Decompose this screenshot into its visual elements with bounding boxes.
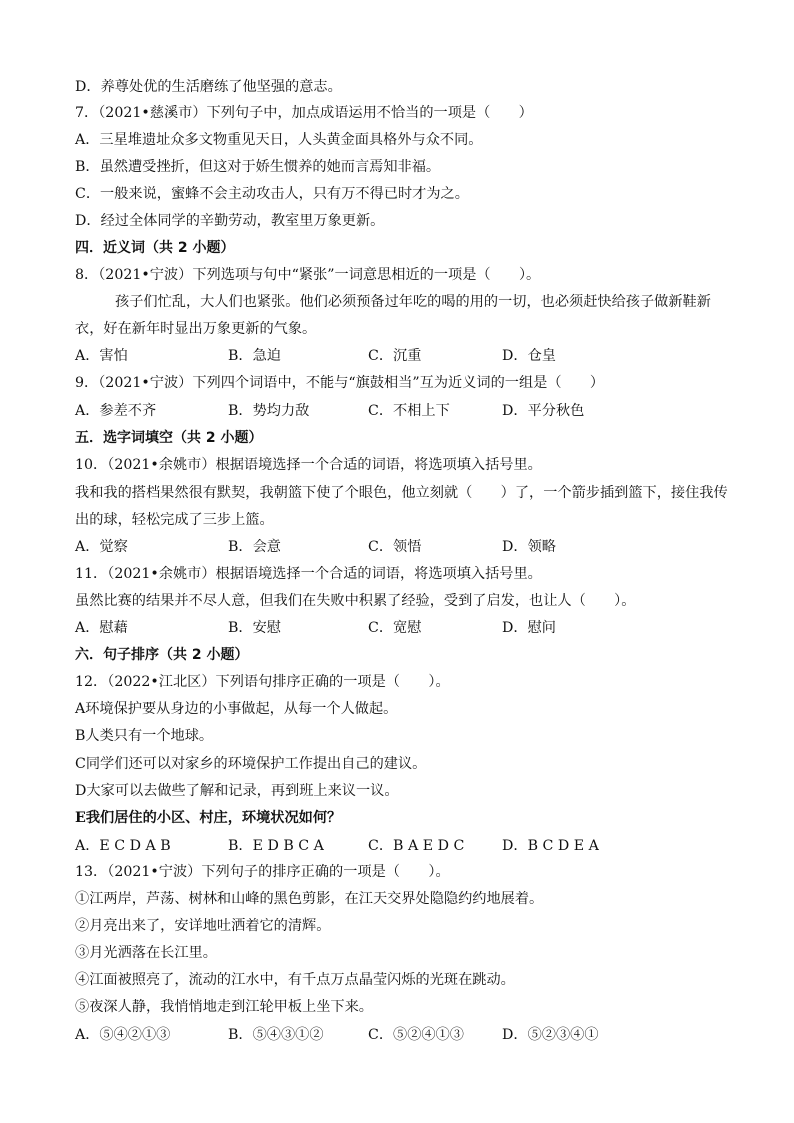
q12-sentence-b: B人类只有一个地球。	[75, 728, 214, 744]
q10-option-d: D．领略	[502, 539, 556, 555]
q12-sentence-e: E我们居住的小区、村庄，环境状况如何？	[75, 810, 342, 826]
q11-option-d: D．慰问	[502, 620, 556, 636]
q12-sentence-a: A环境保护要从身边的小事做起，从每一个人做起。	[75, 701, 398, 717]
q12-sentence-c: C同学们还可以对家乡的环境保护工作提出自己的建议。	[75, 756, 427, 772]
q13-sentence-3: ③月光洒落在长江里。	[75, 945, 217, 961]
q13-option-c: C．⑤②④①③	[368, 1027, 464, 1043]
q13-sentence-2: ②月亮出来了，安详地吐洒着它的清辉。	[75, 918, 331, 934]
question-8: 8．（2021•宁波）下列选项与句中“紧张”一词意思相近的一项是（ ）。	[75, 267, 541, 283]
q8-passage-line-1: 孩子们忙乱，大人们也紧张。他们必须预备过年吃的喝的用的一切，也必须赶快给孩子做新鞋新	[115, 294, 711, 310]
question-11: 11．（2021•余姚市）根据语境选择一个合适的词语，将选项填入括号里。	[75, 566, 542, 582]
q10-option-a: A．觉察	[75, 539, 128, 555]
q7-option-c: C．一般来说，蜜蜂不会主动攻击人，只有万不得已时才为之。	[75, 186, 469, 202]
q8-passage-line-2: 衣，好在新年时显出万象更新的气象。	[75, 321, 317, 337]
question-10: 10．（2021•余姚市）根据语境选择一个合适的词语，将选项填入括号里。	[75, 457, 542, 473]
q10-passage-line-2: 出的球，轻松完成了三步上篮。	[75, 512, 274, 528]
q7-option-d: D．经过全体同学的辛勤劳动，教室里万象更新。	[75, 213, 385, 229]
q8-option-b: B．急迫	[228, 348, 281, 364]
q9-option-c: C．不相上下	[368, 403, 450, 419]
q12-option-a: A．E C D A B	[75, 838, 171, 854]
q8-option-d: D．仓皇	[502, 348, 556, 364]
q13-option-a: A．⑤④②①③	[75, 1027, 171, 1043]
q10-option-b: B．会意	[228, 539, 281, 555]
q9-option-b: B．势均力敌	[228, 403, 310, 419]
q6-option-d: D．养尊处优的生活磨练了他坚强的意志。	[75, 79, 342, 95]
q12-option-d: D．B C D E A	[502, 838, 599, 854]
q11-option-c: C．宽慰	[368, 620, 422, 636]
section-heading-4: 四．近义词（共 2 小题）	[75, 240, 235, 256]
q8-option-c: C．沉重	[368, 348, 422, 364]
q8-option-a: A．害怕	[75, 348, 128, 364]
q11-option-a: A．慰藉	[75, 620, 128, 636]
section-heading-6: 六．句子排序（共 2 小题）	[75, 647, 249, 663]
q11-option-b: B．安慰	[228, 620, 281, 636]
q13-option-b: B．⑤④③①②	[228, 1027, 324, 1043]
q12-option-b: B．E D B C A	[228, 838, 324, 854]
q9-option-a: A．参差不齐	[75, 403, 157, 419]
question-7: 7．（2021•慈溪市）下列句子中，加点成语运用不恰当的一项是（ ）	[75, 105, 533, 121]
question-13: 13．（2021•宁波）下列句子的排序正确的一项是（ ）。	[75, 864, 450, 880]
question-12: 12．（2022•江北区）下列语句排序正确的一项是（ ）。	[75, 674, 450, 690]
q7-option-a: A．三星堆遗址众多文物重见天日，人头黄金面具格外与众不同。	[75, 132, 483, 148]
q13-sentence-5: ⑤夜深人静，我悄悄地走到江轮甲板上坐下来。	[75, 999, 373, 1015]
section-heading-5: 五．选字词填空（共 2 小题）	[75, 430, 263, 446]
q13-option-d: D．⑤②③④①	[502, 1027, 599, 1043]
q13-sentence-4: ④江面被照亮了，流动的江水中，有千点万点晶莹闪烁的光斑在跳动。	[75, 972, 515, 988]
q12-option-c: C．B A E D C	[368, 838, 465, 854]
q12-sentence-d: D大家可以去做些了解和记录，再到班上来议一议。	[75, 783, 399, 799]
q10-passage-line-1: 我和我的搭档果然很有默契，我朝篮下使了个眼色，他立刻就（ ）了，一个箭步插到篮下，接住我传	[75, 485, 728, 501]
question-9: 9．（2021•宁波）下列四个词语中，不能与“旗鼓相当”互为近义词的一组是（ ）	[75, 375, 605, 391]
q13-sentence-1: ①江两岸，芦荡、树林和山峰的黑色剪影，在江天交界处隐隐约约地展着。	[75, 891, 544, 907]
q7-option-b: B．虽然遭受挫折，但这对于娇生惯养的她而言焉知非福。	[75, 159, 441, 175]
q9-option-d: D．平分秋色	[502, 403, 585, 419]
q10-option-c: C．领悟	[368, 539, 422, 555]
q11-passage-line-1: 虽然比赛的结果并不尽人意，但我们在失败中积累了经验，受到了启发，也让人（ ）。	[75, 593, 636, 609]
